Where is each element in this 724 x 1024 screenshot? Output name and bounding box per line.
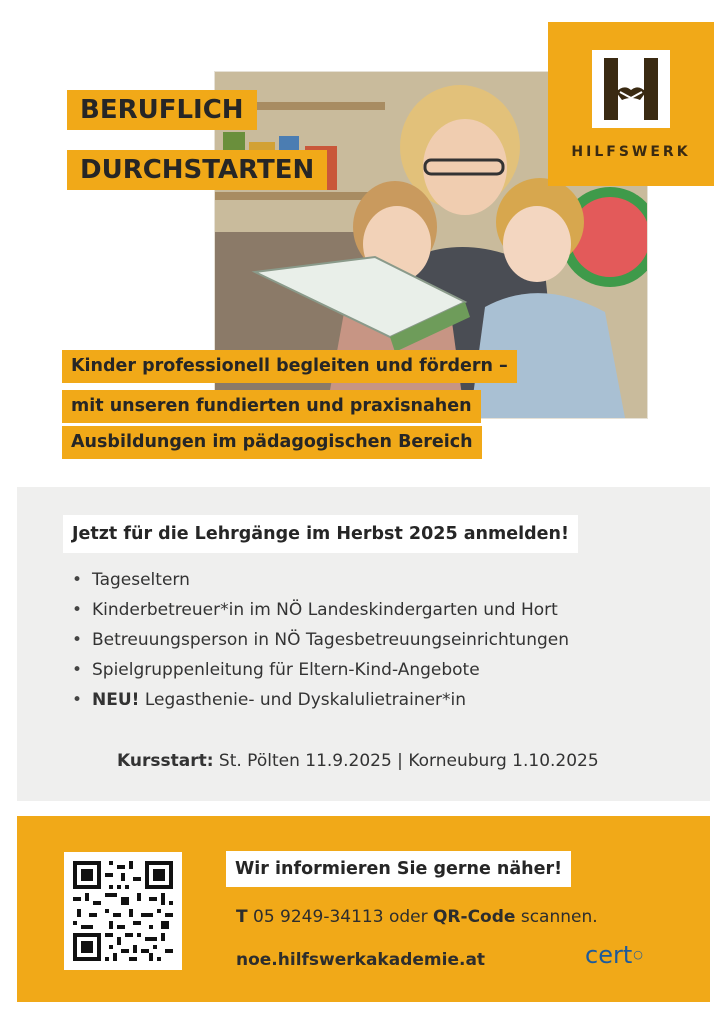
course-item-new [70,685,569,715]
course-item [70,655,569,685]
course-item-label: Tageseltern [92,570,190,590]
course-start-label: Kursstart: [117,751,214,771]
website-link[interactable]: noe.hilfswerkakademie.at [236,950,486,970]
qr-code[interactable] [64,852,182,970]
hilfswerk-h-handshake-logo-icon [590,48,672,130]
course-item [70,595,569,625]
subheadline-line-3: Ausbildungen im pädagogischen Bereich [62,426,482,459]
subheadline-line-2: mit unseren fundierten und praxisnahen [62,390,481,423]
course-start [117,748,599,774]
phone-number[interactable]: 05 9249-34113 [253,907,384,927]
contact-heading: Wir informieren Sie gerne näher! [226,851,571,887]
cert-text: cert [585,941,633,969]
course-item-label: Legasthenie- und Dyskalulietrainer*in [144,690,467,710]
logo-brand-text: HILFSWERK [571,144,691,160]
cert-circle-icon: ○ [633,948,643,961]
headline-line-1: BERUFLICH [67,90,257,130]
course-item [70,565,569,595]
course-item-label: Kinderbetreuer*in im NÖ Landeskindergarten und Hort [92,600,558,620]
course-item-label: Spielgruppenleitung für Eltern-Kind-Angebote [92,660,480,680]
subheadline-line-1: Kinder professionell begleiten und fördern – [62,350,517,383]
course-start-dates: St. Pölten 11.9.2025 | Korneuburg 1.10.2025 [218,751,599,771]
course-item [70,625,569,655]
course-list [70,565,569,715]
qr-code-label: QR-Code [432,907,516,927]
cert-logo [585,940,643,970]
contact-phone-line [236,904,598,930]
phone-or: oder [388,907,428,927]
phone-prefix: T [236,907,248,927]
qr-code-icon [73,861,173,961]
qr-suffix: scannen. [520,907,598,927]
course-panel-heading: Jetzt für die Lehrgänge im Herbst 2025 anmelden! [63,515,578,553]
course-item-label: Betreuungsperson in NÖ Tagesbetreuungseinrichtungen [92,630,569,650]
headline-line-2: DURCHSTARTEN [67,150,327,190]
hilfswerk-logo [548,22,714,186]
new-badge: NEU! [92,690,140,710]
